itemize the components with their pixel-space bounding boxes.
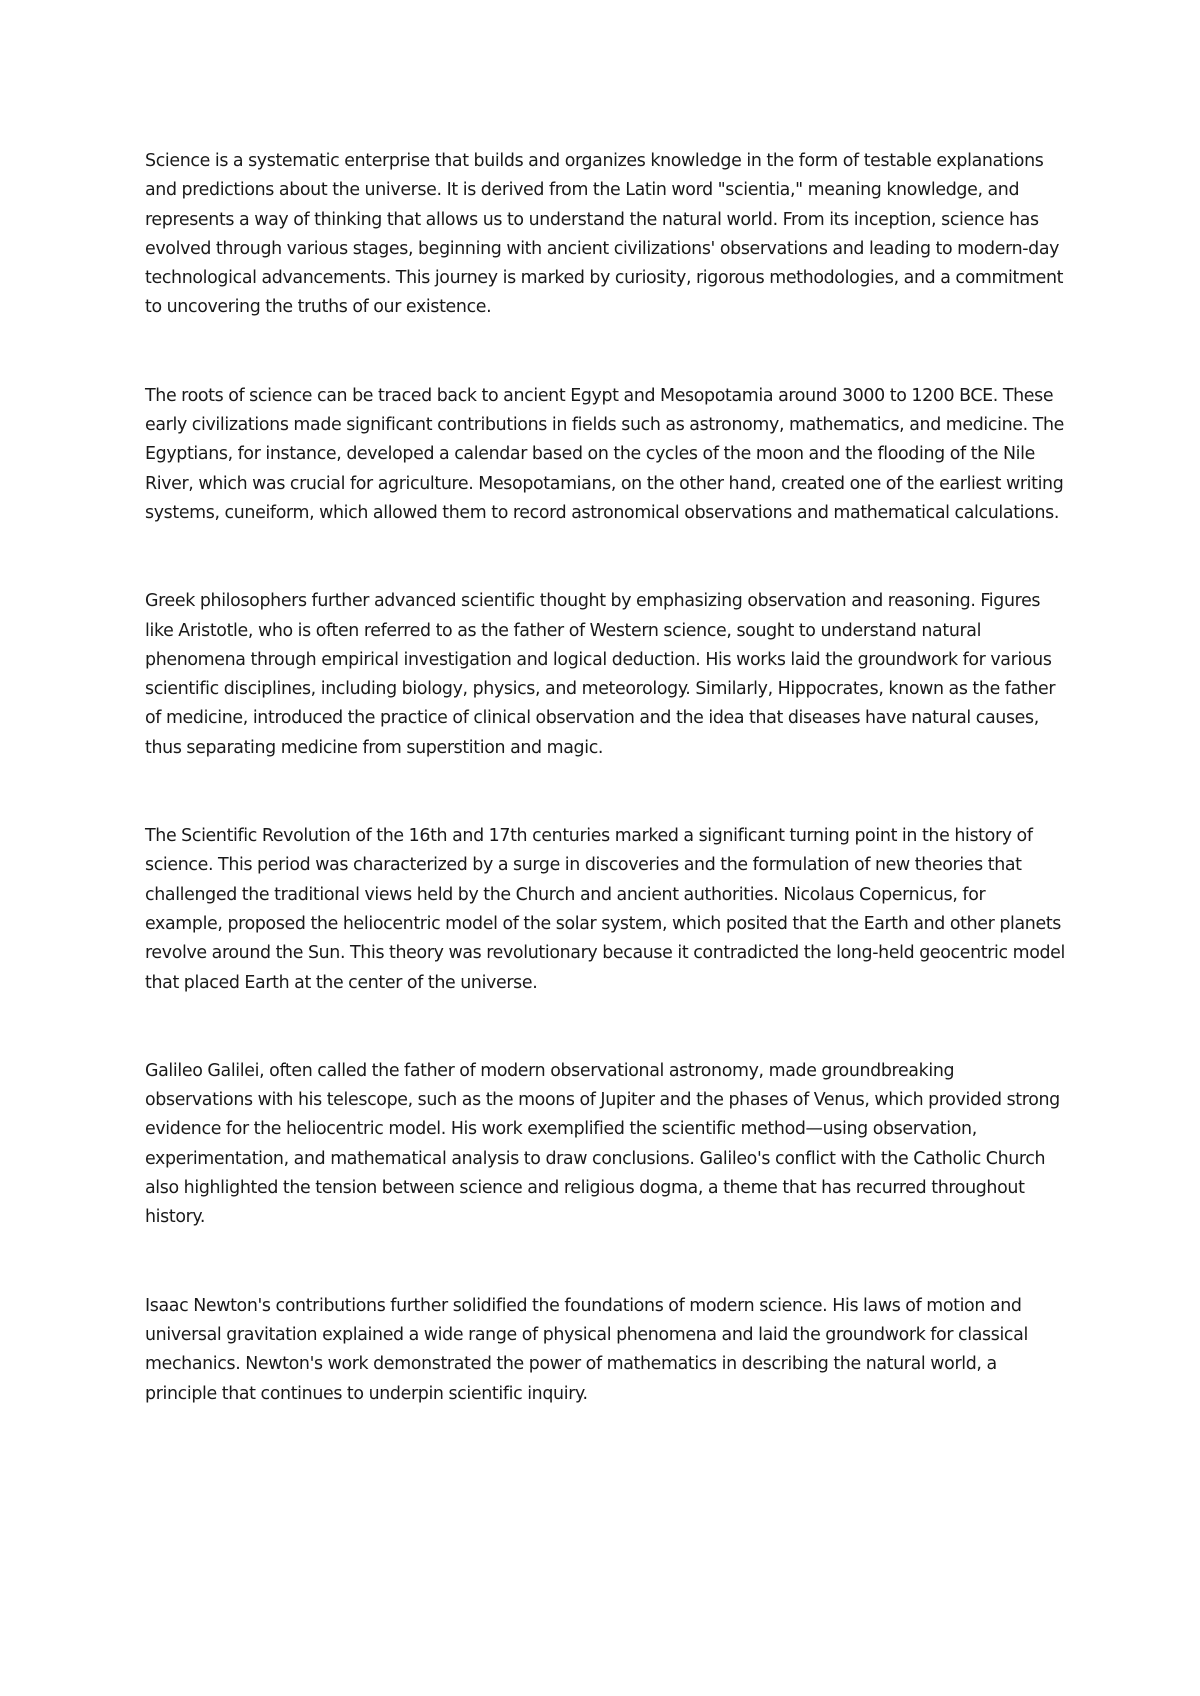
paragraph-galileo: Galileo Galilei, often called the father of modern observational astronomy, made groundbreaking observations with his telescope, such as the moons of Jupiter and the phases of Venus, which provided strong evidence for the heliocentric model. His work exemplified the scientific method—using observation, experimentation, and mathematical analysis to draw conclusions. Galileo's conflict with the Catholic Church also highlighted the tension between science and religious dogma, a theme that has recurred throughout history. bbox=[145, 1060, 1060, 1228]
paragraph-scientific-revolution: The Scientific Revolution of the 16th and 17th centuries marked a significant turning point in the history of science. This period was characterized by a surge in discoveries and the formulation of new theories that challenged the traditional views held by the Church and ancient authorities. Nicolaus Copernicus, for example, proposed the heliocentric model of the solar system, which posited that the Earth and other planets revolve around the Sun. This theory was revolutionary because it contradicted the long-held geocentric model that placed Earth at the center of the universe. bbox=[145, 826, 1066, 993]
paragraph-gap bbox=[145, 998, 1065, 1057]
paragraph-ancient-roots: The roots of science can be traced back to ancient Egypt and Mesopotamia around 3000 to 1200 BCE. These early civilizations made significant contributions in fields such as astronomy, mathematics, and medicine. The Egyptians, for instance, developed a calendar based on the cycles of the moon and the flooding of the Nile River, which was crucial for agriculture. Mesopotamians, on the other hand, created one of the earliest writing systems, cuneiform, which allowed them to record astronomical observations and mathematical calculations. bbox=[145, 385, 1064, 523]
document-body bbox=[145, 147, 1065, 1409]
paragraph-newton: Isaac Newton's contributions further solidified the foundations of modern science. His laws of motion and universal gravitation explained a wide range of physical phenomena and laid the groundwork for classical mechanics. Newton's work demonstrated the power of mathematics in describing the natural world, a principle that continues to underpin scientific inquiry. bbox=[145, 1295, 1028, 1404]
paragraph-intro: Science is a systematic enterprise that builds and organizes knowledge in the form of testable explanations and predictions about the universe. It is derived from the Latin word "scientia," meaning knowledge, and represents a way of thinking that allows us to understand the natural world. From its inception, science has evolved through various stages, beginning with ancient civilizations' observations and leading to modern-day technological advancements. This journey is marked by curiosity, rigorous methodologies, and a commitment to uncovering the truths of our existence. bbox=[145, 151, 1064, 318]
paragraph-gap bbox=[145, 528, 1065, 587]
paragraph-gap bbox=[145, 323, 1065, 382]
paragraph-greek-philosophers: Greek philosophers further advanced scientific thought by emphasizing observation and reasoning. Figures like Aristotle, who is often referred to as the father of Western science, sought to understand natural phenomena through empirical investigation and logical deduction. His works laid the groundwork for various scientific disciplines, including biology, physics, and meteorology. Similarly, Hippocrates, known as the father of medicine, introduced the practice of clinical observation and the idea that diseases have natural causes, thus separating medicine from superstition and magic. bbox=[145, 591, 1056, 758]
paragraph-gap bbox=[145, 1233, 1065, 1292]
paragraph-gap bbox=[145, 763, 1065, 822]
